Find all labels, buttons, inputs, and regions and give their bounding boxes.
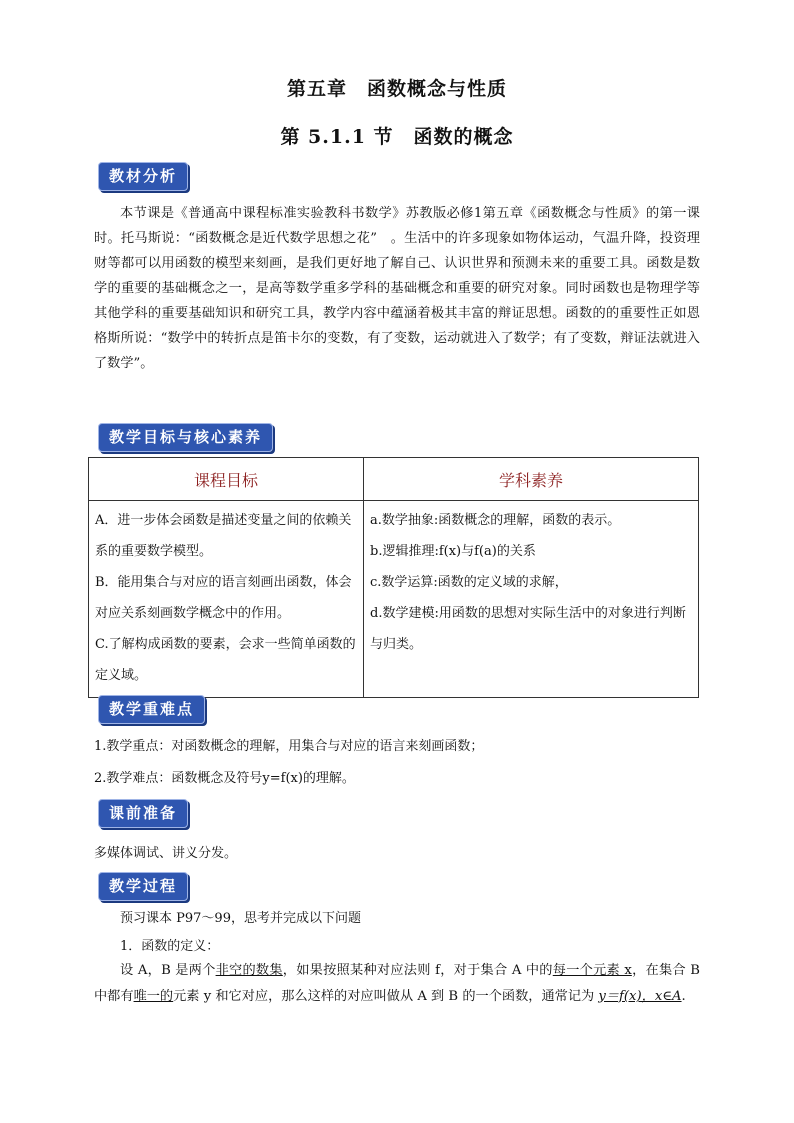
prep-text: 多媒体调试、讲义分发。: [94, 846, 238, 861]
goal-item: C.了解构成函数的要素，会求一些简单函数的定义域。: [95, 637, 356, 683]
table-header-row: [89, 458, 699, 501]
table-header-literacy: 学科素养: [364, 458, 699, 501]
literacy-item: d.数学建模:用函数的思想对实际生活中的对象进行判断与归类。: [370, 606, 686, 652]
table-row: [89, 501, 699, 698]
section-badge-keypoints: 教学重难点: [98, 695, 205, 724]
section-badge-prep: 课前准备: [98, 799, 188, 828]
definition-underline: 唯一的: [133, 989, 174, 1004]
section-badge-analysis: 教材分析: [98, 162, 188, 191]
key-point-item: 1.教学重点：对函数概念的理解，用集合与对应的语言来刻画函数；: [94, 739, 484, 754]
process-intro: 预习课本 P97～99，思考并完成以下问题: [120, 911, 361, 926]
goals-table: [88, 457, 699, 698]
difficult-point-item: 2.教学难点：函数概念及符号y=f(x)的理解。: [94, 771, 355, 786]
section-badge-process: 教学过程: [98, 872, 188, 901]
literacy-item: b.逻辑推理:f(x)与f(a)的关系: [370, 544, 536, 559]
section-badge-goals: 教学目标与核心素养: [98, 423, 273, 452]
chapter-title: 第五章 函数概念与性质: [286, 78, 507, 100]
definition-underline: y＝f(x)，x∈A: [598, 989, 682, 1004]
literacy-cell: [364, 501, 699, 698]
definition-underline: 每一个元素 x: [552, 963, 632, 978]
table-header-course-goals: 课程目标: [89, 458, 364, 501]
goal-item: A．进一步体会函数是描述变量之间的依赖关系的重要数学模型。: [95, 513, 352, 559]
literacy-item: a.数学抽象:函数概念的理解，函数的表示。: [370, 513, 621, 528]
definition-text: ，如果按照某种对应法则 f，对于集合 A 中的: [282, 963, 553, 978]
definition-underline: 非空的数集: [215, 963, 283, 978]
definition-text: .: [681, 989, 686, 1004]
section-title: 第 5.1.1 节 函数的概念: [280, 126, 514, 148]
function-definition: [94, 958, 700, 1010]
definition-text: ，在集合 B 中都有: [94, 963, 701, 1004]
literacy-item: c.数学运算:函数的定义域的求解，: [370, 575, 568, 590]
definition-text: 设 A，B 是两个: [120, 963, 216, 978]
course-goals-cell: [89, 501, 364, 698]
goal-item: B．能用集合与对应的语言刻画出函数，体会对应关系刻画数学概念中的作用。: [95, 575, 352, 621]
question-heading: 1．函数的定义：: [120, 939, 220, 954]
definition-text: 元素 y 和它对应，那么这样的对应叫做从 A 到 B 的一个函数，通常记为: [173, 989, 599, 1004]
analysis-paragraph: 本节课是《普通高中课程标准实验教科书数学》苏教版必修1第五章《函数概念与性质》的第一课时。托马斯说：“函数概念是近代数学思想之花” 。生活中的许多现象如物体运动，气温升降，投资理财等都可以用函数的模型来刻画，是我们更好地了解自己、认识世界和预测未来的重要工具。函数是数学的重要的基础概念之一，是高等数学重多学科的基础概念和重要的研究对象。同时函数也是物理学等其他学科的重要基础知识和研究工具，教学内容中蕴涵着极其丰富的辩证思想。函数的的重要性正如恩格斯所说：“数学中的转折点是笛卡尔的变数，有了变数，运动就进入了数学；有了变数，辩证法就进入了数学”。: [94, 206, 700, 371]
